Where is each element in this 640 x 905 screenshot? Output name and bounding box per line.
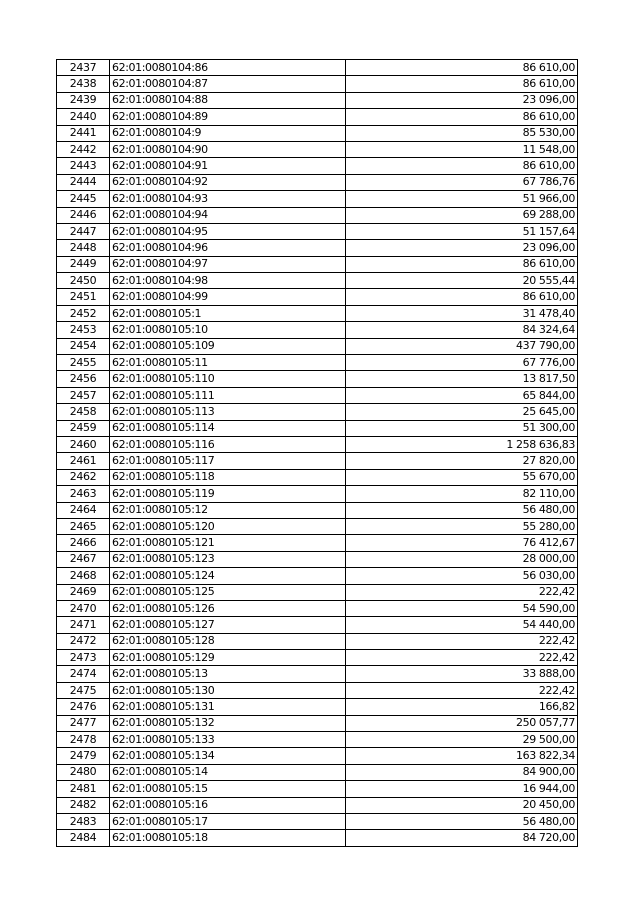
cadastral-value-table (56, 59, 578, 847)
row-number-cell: 2475 (57, 682, 110, 698)
cadastral-value-cell: 86 610,00 (346, 289, 578, 305)
cadastral-number-cell: 62:01:0080105:129 (110, 650, 346, 666)
table-row (57, 289, 578, 305)
table-row (57, 732, 578, 748)
cadastral-number-cell: 62:01:0080104:95 (110, 223, 346, 239)
cadastral-value-cell: 222,42 (346, 682, 578, 698)
cadastral-number-cell: 62:01:0080105:17 (110, 813, 346, 829)
cadastral-value-cell: 56 030,00 (346, 568, 578, 584)
cadastral-value-cell: 11 548,00 (346, 141, 578, 157)
table-row (57, 174, 578, 190)
table-row (57, 453, 578, 469)
cadastral-number-cell: 62:01:0080104:93 (110, 191, 346, 207)
cadastral-number-cell: 62:01:0080105:118 (110, 469, 346, 485)
row-number-cell: 2451 (57, 289, 110, 305)
cadastral-number-cell: 62:01:0080105:134 (110, 748, 346, 764)
row-number-cell: 2476 (57, 699, 110, 715)
cadastral-value-cell: 23 096,00 (346, 92, 578, 108)
cadastral-number-cell: 62:01:0080105:120 (110, 518, 346, 534)
row-number-cell: 2473 (57, 650, 110, 666)
row-number-cell: 2483 (57, 813, 110, 829)
table-row (57, 764, 578, 780)
cadastral-number-cell: 62:01:0080104:99 (110, 289, 346, 305)
row-number-cell: 2453 (57, 322, 110, 338)
row-number-cell: 2466 (57, 535, 110, 551)
cadastral-value-cell: 86 610,00 (346, 76, 578, 92)
cadastral-number-cell: 62:01:0080104:94 (110, 207, 346, 223)
table-row (57, 436, 578, 452)
table-row (57, 600, 578, 616)
cadastral-number-cell: 62:01:0080105:11 (110, 355, 346, 371)
table-row (57, 666, 578, 682)
row-number-cell: 2439 (57, 92, 110, 108)
cadastral-value-cell: 166,82 (346, 699, 578, 715)
table-row (57, 223, 578, 239)
row-number-cell: 2449 (57, 256, 110, 272)
table-row (57, 338, 578, 354)
cadastral-value-cell: 28 000,00 (346, 551, 578, 567)
cadastral-number-cell: 62:01:0080105:111 (110, 387, 346, 403)
table-row (57, 568, 578, 584)
row-number-cell: 2477 (57, 715, 110, 731)
row-number-cell: 2459 (57, 420, 110, 436)
cadastral-number-cell: 62:01:0080104:89 (110, 109, 346, 125)
table-row (57, 387, 578, 403)
table-row (57, 650, 578, 666)
cadastral-value-cell: 86 610,00 (346, 256, 578, 272)
row-number-cell: 2464 (57, 502, 110, 518)
row-number-cell: 2460 (57, 436, 110, 452)
cadastral-value-cell: 67 776,00 (346, 355, 578, 371)
row-number-cell: 2468 (57, 568, 110, 584)
table-row (57, 486, 578, 502)
cadastral-number-cell: 62:01:0080105:18 (110, 830, 346, 846)
row-number-cell: 2478 (57, 732, 110, 748)
row-number-cell: 2484 (57, 830, 110, 846)
cadastral-value-cell: 20 555,44 (346, 273, 578, 289)
table-row (57, 535, 578, 551)
cadastral-number-cell: 62:01:0080104:92 (110, 174, 346, 190)
row-number-cell: 2456 (57, 371, 110, 387)
cadastral-value-cell: 86 610,00 (346, 158, 578, 174)
cadastral-value-cell: 25 645,00 (346, 404, 578, 420)
row-number-cell: 2446 (57, 207, 110, 223)
cadastral-value-cell: 51 157,64 (346, 223, 578, 239)
cadastral-number-cell: 62:01:0080105:124 (110, 568, 346, 584)
table-row (57, 141, 578, 157)
cadastral-value-cell: 29 500,00 (346, 732, 578, 748)
cadastral-number-cell: 62:01:0080105:123 (110, 551, 346, 567)
cadastral-number-cell: 62:01:0080105:119 (110, 486, 346, 502)
cadastral-number-cell: 62:01:0080105:133 (110, 732, 346, 748)
row-number-cell: 2467 (57, 551, 110, 567)
table-row (57, 830, 578, 846)
table-row (57, 584, 578, 600)
row-number-cell: 2455 (57, 355, 110, 371)
cadastral-value-cell: 163 822,34 (346, 748, 578, 764)
table-row (57, 813, 578, 829)
cadastral-number-cell: 62:01:0080105:125 (110, 584, 346, 600)
cadastral-value-cell: 84 324,64 (346, 322, 578, 338)
cadastral-number-cell: 62:01:0080104:90 (110, 141, 346, 157)
cadastral-number-cell: 62:01:0080105:14 (110, 764, 346, 780)
row-number-cell: 2472 (57, 633, 110, 649)
cadastral-number-cell: 62:01:0080105:1 (110, 305, 346, 321)
cadastral-value-cell: 51 966,00 (346, 191, 578, 207)
cadastral-number-cell: 62:01:0080104:98 (110, 273, 346, 289)
cadastral-number-cell: 62:01:0080104:9 (110, 125, 346, 141)
row-number-cell: 2481 (57, 781, 110, 797)
cadastral-number-cell: 62:01:0080105:109 (110, 338, 346, 354)
row-number-cell: 2443 (57, 158, 110, 174)
cadastral-value-cell: 16 944,00 (346, 781, 578, 797)
cadastral-number-cell: 62:01:0080105:131 (110, 699, 346, 715)
table-row (57, 502, 578, 518)
cadastral-number-cell: 62:01:0080105:126 (110, 600, 346, 616)
cadastral-value-cell: 54 590,00 (346, 600, 578, 616)
cadastral-number-cell: 62:01:0080105:15 (110, 781, 346, 797)
cadastral-value-cell: 54 440,00 (346, 617, 578, 633)
cadastral-value-cell: 85 530,00 (346, 125, 578, 141)
table-row (57, 781, 578, 797)
cadastral-number-cell: 62:01:0080105:127 (110, 617, 346, 633)
cadastral-number-cell: 62:01:0080105:128 (110, 633, 346, 649)
cadastral-value-cell: 222,42 (346, 633, 578, 649)
table-row (57, 518, 578, 534)
row-number-cell: 2479 (57, 748, 110, 764)
cadastral-number-cell: 62:01:0080105:13 (110, 666, 346, 682)
cadastral-value-cell: 27 820,00 (346, 453, 578, 469)
cadastral-value-cell: 55 670,00 (346, 469, 578, 485)
cadastral-number-cell: 62:01:0080105:10 (110, 322, 346, 338)
cadastral-value-cell: 222,42 (346, 584, 578, 600)
row-number-cell: 2445 (57, 191, 110, 207)
table-row (57, 715, 578, 731)
table-row (57, 797, 578, 813)
table-row (57, 633, 578, 649)
table-row (57, 617, 578, 633)
row-number-cell: 2461 (57, 453, 110, 469)
row-number-cell: 2457 (57, 387, 110, 403)
cadastral-value-cell: 13 817,50 (346, 371, 578, 387)
cadastral-number-cell: 62:01:0080104:91 (110, 158, 346, 174)
row-number-cell: 2469 (57, 584, 110, 600)
table-row (57, 420, 578, 436)
row-number-cell: 2463 (57, 486, 110, 502)
row-number-cell: 2444 (57, 174, 110, 190)
row-number-cell: 2470 (57, 600, 110, 616)
row-number-cell: 2480 (57, 764, 110, 780)
cadastral-value-cell: 82 110,00 (346, 486, 578, 502)
cadastral-value-cell: 222,42 (346, 650, 578, 666)
cadastral-value-cell: 84 900,00 (346, 764, 578, 780)
cadastral-number-cell: 62:01:0080105:117 (110, 453, 346, 469)
cadastral-number-cell: 62:01:0080105:116 (110, 436, 346, 452)
cadastral-value-cell: 437 790,00 (346, 338, 578, 354)
row-number-cell: 2437 (57, 60, 110, 76)
cadastral-number-cell: 62:01:0080105:130 (110, 682, 346, 698)
cadastral-value-cell: 55 280,00 (346, 518, 578, 534)
cadastral-value-cell: 51 300,00 (346, 420, 578, 436)
table-row (57, 699, 578, 715)
table-body (57, 60, 578, 847)
row-number-cell: 2458 (57, 404, 110, 420)
table-row (57, 355, 578, 371)
row-number-cell: 2462 (57, 469, 110, 485)
cadastral-number-cell: 62:01:0080105:16 (110, 797, 346, 813)
cadastral-value-cell: 1 258 636,83 (346, 436, 578, 452)
row-number-cell: 2438 (57, 76, 110, 92)
table-row (57, 125, 578, 141)
table-row (57, 305, 578, 321)
cadastral-value-cell: 56 480,00 (346, 813, 578, 829)
cadastral-number-cell: 62:01:0080104:96 (110, 240, 346, 256)
table-row (57, 92, 578, 108)
row-number-cell: 2442 (57, 141, 110, 157)
table-row (57, 76, 578, 92)
cadastral-value-cell: 250 057,77 (346, 715, 578, 731)
cadastral-value-cell: 31 478,40 (346, 305, 578, 321)
table-row (57, 469, 578, 485)
cadastral-number-cell: 62:01:0080105:114 (110, 420, 346, 436)
cadastral-value-cell: 76 412,67 (346, 535, 578, 551)
row-number-cell: 2448 (57, 240, 110, 256)
row-number-cell: 2474 (57, 666, 110, 682)
table-row (57, 240, 578, 256)
cadastral-number-cell: 62:01:0080104:86 (110, 60, 346, 76)
table-row (57, 404, 578, 420)
row-number-cell: 2482 (57, 797, 110, 813)
table-row (57, 207, 578, 223)
cadastral-value-cell: 23 096,00 (346, 240, 578, 256)
table-row (57, 551, 578, 567)
table-row (57, 109, 578, 125)
cadastral-number-cell: 62:01:0080105:110 (110, 371, 346, 387)
row-number-cell: 2465 (57, 518, 110, 534)
row-number-cell: 2452 (57, 305, 110, 321)
cadastral-value-cell: 86 610,00 (346, 109, 578, 125)
table-row (57, 371, 578, 387)
row-number-cell: 2441 (57, 125, 110, 141)
table-row (57, 273, 578, 289)
table-row (57, 748, 578, 764)
row-number-cell: 2471 (57, 617, 110, 633)
table-row (57, 191, 578, 207)
cadastral-number-cell: 62:01:0080104:87 (110, 76, 346, 92)
row-number-cell: 2454 (57, 338, 110, 354)
row-number-cell: 2440 (57, 109, 110, 125)
row-number-cell: 2450 (57, 273, 110, 289)
cadastral-number-cell: 62:01:0080104:97 (110, 256, 346, 272)
table-row (57, 682, 578, 698)
table-row (57, 158, 578, 174)
cadastral-value-cell: 33 888,00 (346, 666, 578, 682)
cadastral-value-cell: 65 844,00 (346, 387, 578, 403)
cadastral-number-cell: 62:01:0080104:88 (110, 92, 346, 108)
table-row (57, 60, 578, 76)
table-row (57, 322, 578, 338)
cadastral-number-cell: 62:01:0080105:12 (110, 502, 346, 518)
cadastral-number-cell: 62:01:0080105:113 (110, 404, 346, 420)
cadastral-number-cell: 62:01:0080105:132 (110, 715, 346, 731)
cadastral-value-cell: 69 288,00 (346, 207, 578, 223)
cadastral-value-cell: 20 450,00 (346, 797, 578, 813)
cadastral-value-cell: 56 480,00 (346, 502, 578, 518)
row-number-cell: 2447 (57, 223, 110, 239)
cadastral-number-cell: 62:01:0080105:121 (110, 535, 346, 551)
cadastral-value-cell: 86 610,00 (346, 60, 578, 76)
table-row (57, 256, 578, 272)
cadastral-value-cell: 67 786,76 (346, 174, 578, 190)
cadastral-value-cell: 84 720,00 (346, 830, 578, 846)
